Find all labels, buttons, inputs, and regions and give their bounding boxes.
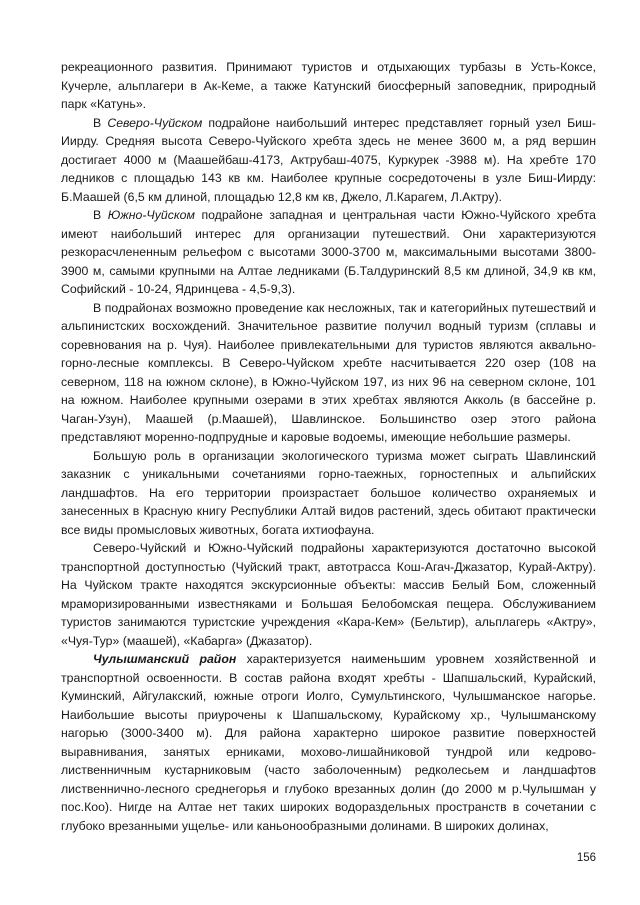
paragraph-north-chuya bbox=[61, 114, 596, 207]
paragraph-text: характеризуется наименьшим уровнем хозяйственной и транспортной освоенности. В состав района входят хребты - Шапшальский, Курайский, Куминский, Айгулакский, южные отроги Иолго, Сумультинского, Чулышманское нагорье. Наибольшие высоты приурочены к Шапшальскому, Курайскому хр., Чулышманскому нагорью (3000-3400 м). Для района характерно широкое развитие поверхностей выравнивания, занятых ерниками, мохово-лишайниковой тундрой или кедрово-лиственничным кустарниковым (часто заболоченным) редколесьем и ландшафтов лиственнично-лесного среднегорья и глубоко врезанных долин (до 2000 м р.Чулышман у пос.Коо). Нигде на Алтае нет таких широких водораздельных пространств в сочетании с глубоко врезанными ущелье- или каньонообразными долинами. В широких долинах, bbox=[61, 652, 596, 833]
paragraph-lead: В bbox=[93, 208, 108, 222]
page-number: 156 bbox=[576, 852, 596, 864]
paragraph-text: рекреационного развития. Принимают туристов и отдыхающих турбазы в Усть-Коксе, Кучерле, альплагери в Ак-Кеме, а также Катунский биосферный заповедник, природный парк «Катунь». bbox=[61, 60, 596, 111]
paragraph-transport bbox=[61, 539, 596, 650]
paragraph-lead: В bbox=[93, 115, 108, 130]
paragraph-south-chuya bbox=[61, 206, 596, 299]
paragraph-recreation bbox=[61, 58, 596, 114]
paragraph-text: Северо-Чуйский и Южно-Чуйский подрайоны характеризуются достаточно высокой транспортной доступностью (Чуйский тракт, автотрасса Кош-Агач-Джазатор, Курай-Актру). На Чуйском тракте находятся экскурсионные объекты: массив Белый Бом, сложенный мраморизированными известняками и Большая Белобомская пещера. Обслуживанием туристов занимаются туристские учреждения «Кара-Кем» (Бельтир), альплагерь «Актру», «Чуя-Тур» (маашей), «Кабарга» (Джазатор). bbox=[61, 541, 596, 648]
paragraph-text: В подрайонах возможно проведение как несложных, так и категорийных путешествий и альпинистских восхождений. Значительное развитие получил водный туризм (сплавы и соревнования на р. Чуя). Наиболее привлекательными для туристов являются аквально-горно-лесные комплексы. В Северо-Чуйском хребте насчитывается 220 озер (108 на северном, 118 на южном склоне), в Южно-Чуйском 197, из них 96 на северном склоне, 101 на южном. Наиболее крупными озерами в этих хребтах являются Акколь (в бассейне р. Чаган-Узун), Маашей (р.Маашей), Шавлинское. Большинство озер этого района представляют моренно-подпрудные и каровые водоемы, имеющие небольшие размеры. bbox=[61, 300, 596, 444]
paragraph-shavla-reserve bbox=[61, 447, 596, 540]
subregion-term-north-chuya: Северо-Чуйском bbox=[107, 115, 203, 130]
subregion-term-south-chuya: Южно-Чуйском bbox=[107, 208, 195, 222]
paragraph-chulyshman bbox=[61, 650, 596, 835]
document-page bbox=[61, 58, 596, 835]
paragraph-text: подрайоне западная и центральная части Южно-Чуйского хребта имеют наибольший интерес для организации путешествий. Они характеризуются резкорасчлененным рельефом с высотами 3000-3700 м, максимальными высотами 3800-3900 м, самыми крупными на Алтае ледниками (Б.Талдуринский 8,5 км длиной, 34,9 кв км, Софийский - 10-24, Ядринцева - 4,5-9,3). bbox=[61, 208, 596, 296]
paragraph-tourism-lakes bbox=[61, 299, 596, 447]
region-term-chulyshman: Чулышманский район bbox=[93, 652, 237, 666]
paragraph-text: Большую роль в организации экологического туризма может сыграть Шавлинский заказник с уникальными сочетаниями горно-таежных, горностепных и альпийских ландшафтов. На его территории произрастает большое количество охраняемых и занесенных в Красную книгу Республики Алтай видов растений, здесь обитают практически все виды промысловых животных, богата ихтиофауна. bbox=[61, 448, 596, 537]
paragraph-text: подрайоне наибольший интерес представляет горный узел Биш-Иирду. Средняя высота Северо-Чуйского хребта здесь не менее 3600 м, а ряд вершин достигает 4000 м (Маашейбаш-4173, Актрубаш-4075, Куркурек -3988 м). На хребте 170 ледников с площадью 143 кв км. Наиболее крупные сосредоточены в узле Биш-Иирду: Б.Маашей (6,5 км длиной, площадью 12,8 км кв, Джело, Л.Карагем, Л.Актру). bbox=[61, 115, 596, 204]
